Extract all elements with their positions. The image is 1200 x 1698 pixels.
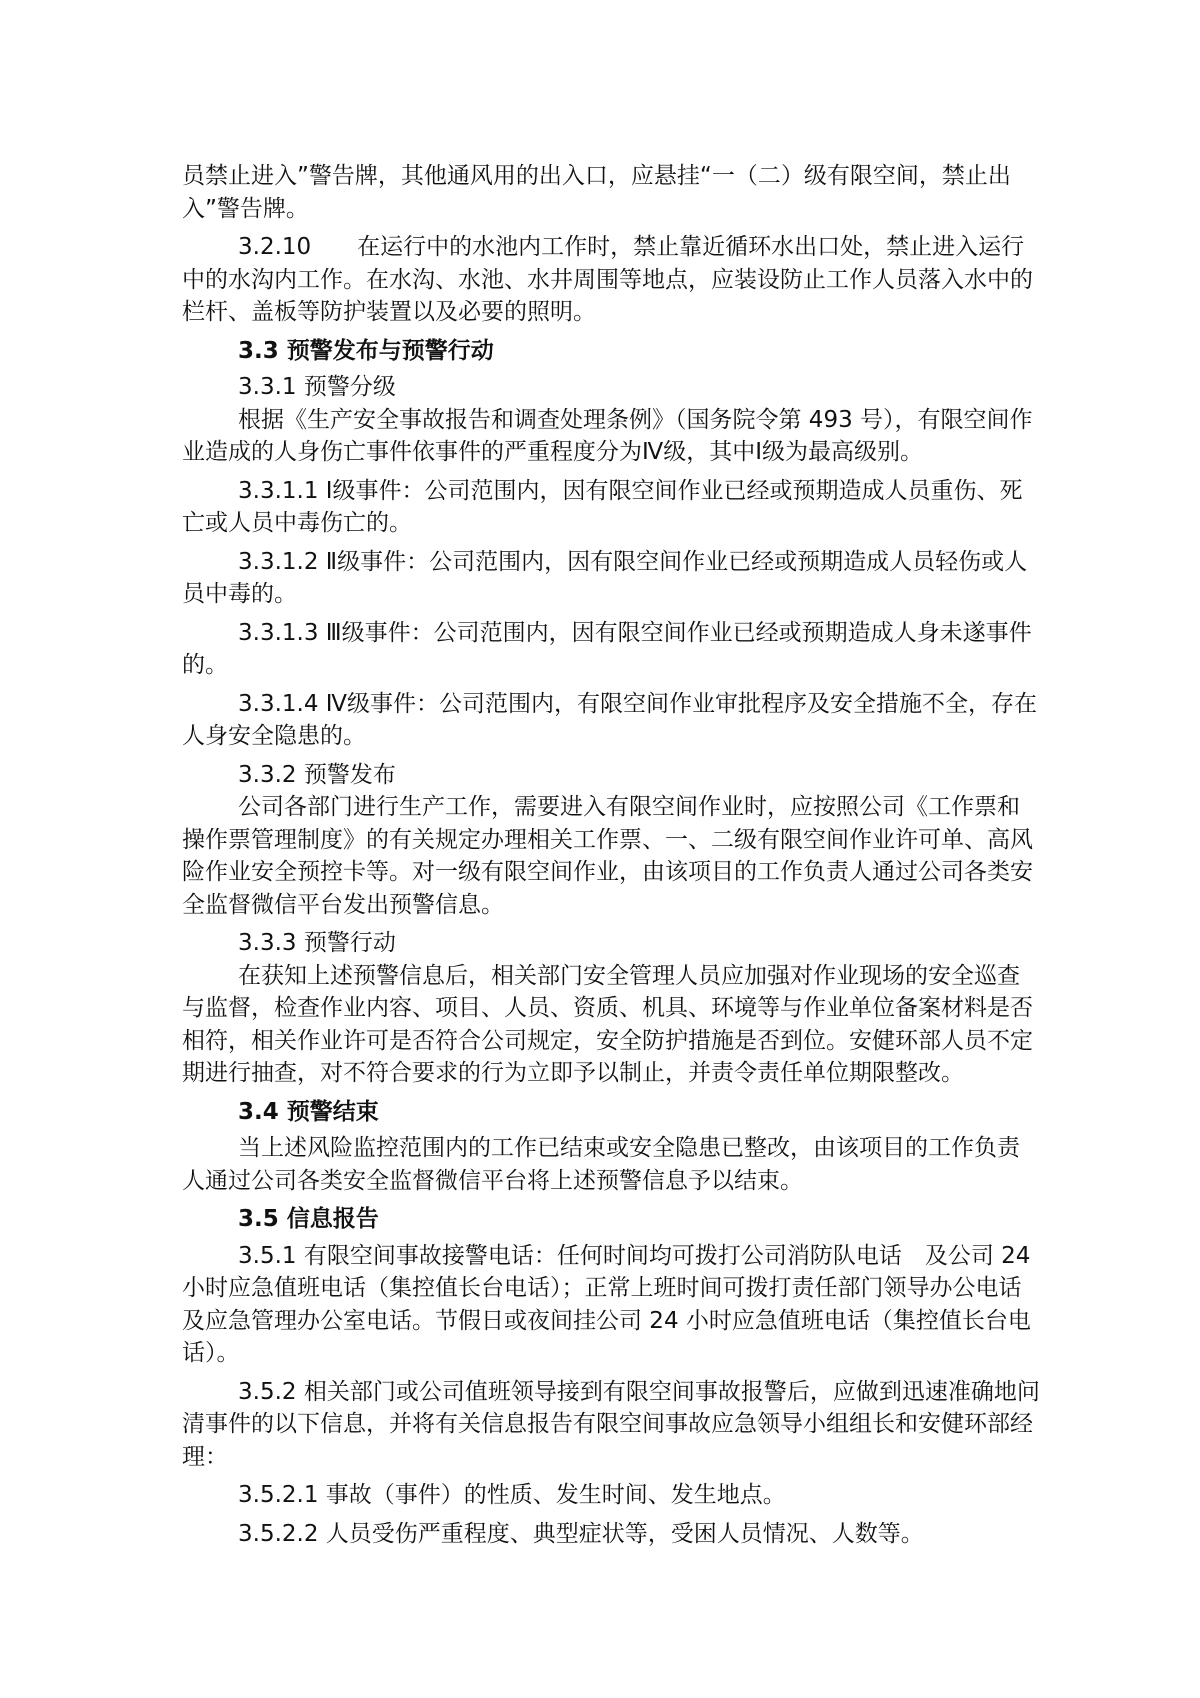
paragraph: 3.3.1 预警分级 [238,374,396,400]
paragraph: 3.3.1.1 Ⅰ级事件：公司范围内，因有限空间作业已经或预期造成人员重伤、死亡或人员中毒伤亡的。 [182,477,1023,536]
paragraph: 员禁止进入”警告牌，其他通风用的出入口，应悬挂“一（二）级有限空间，禁止出入”警告牌。 [182,163,1011,222]
paragraph: 3.2.10 在运行中的水池内工作时，禁止靠近循环水出口处，禁止进入运行中的水沟内工作。在水沟、水池、水井周围等地点，应装设防止工作人员落入水中的栏杆、盖板等防护装置以及必要的照明。 [182,234,1033,325]
paragraph: 3.5.1 有限空间事故接警电话：任何时间均可拨打公司消防队电话 及公司 24 小时应急值班电话（集控值长台电话）；正常上班时间可拨打责任部门领导办公电话及应急管理办公室电话。节假日或夜间挂公司 24 小时应急值班电话（集控值长台电话）。 [182,1242,1031,1366]
document-page [182,160,1042,1556]
section-heading: 3.3 预警发布与预警行动 [238,337,494,364]
paragraph: 3.3.2 预警发布 [238,761,396,788]
paragraph: 根据《生产安全事故报告和调查处理条例》（国务院令第 493 号），有限空间作业造成的人身伤亡事件依事件的严重程度分为Ⅳ级，其中Ⅰ级为最高级别。 [182,406,1033,465]
paragraph: 公司各部门进行生产工作，需要进入有限空间作业时，应按照公司《工作票和操作票管理制度》的有关规定办理相关工作票、一、二级有限空间作业许可单、高风险作业安全预控卡等。对一级有限空间作业，由该项目的工作负责人通过公司各类安全监督微信平台发出预警信息。 [182,794,1033,918]
paragraph: 3.3.3 预警行动 [238,930,396,956]
paragraph: 3.5.2.1 事故（事件）的性质、发生时间、发生地点。 [238,1482,786,1508]
paragraph: 3.5.2.2 人员受伤严重程度、典型症状等，受困人员情况、人数等。 [238,1520,924,1547]
paragraph: 3.3.1.3 Ⅲ级事件：公司范围内，因有限空间作业已经或预期造成人身未遂事件的。 [182,619,1032,678]
paragraph: 3.5.2 相关部门或公司值班领导接到有限空间事故报警后，应做到迅速准确地问清事件的以下信息，并将有关信息报告有限空间事故应急领导小组组长和安健环部经理： [182,1378,1040,1470]
paragraph: 3.3.1.2 Ⅱ级事件：公司范围内，因有限空间作业已经或预期造成人员轻伤或人员中毒的。 [182,548,1028,607]
section-heading: 3.5 信息报告 [238,1206,379,1232]
paragraph: 在获知上述预警信息后，相关部门安全管理人员应加强对作业现场的安全巡查与监督，检查作业内容、项目、人员、资质、机具、环境等与作业单位备案材料是否相符，相关作业许可是否符合公司规定，安全防护措施是否到位。安健环部人员不定期进行抽查，对不符合要求的行为立即予以制止，并责令责任单位期限整改。 [182,962,1033,1086]
paragraph: 当上述风险监控范围内的工作已结束或安全隐患已整改，由该项目的工作负责人通过公司各类安全监督微信平台将上述预警信息予以结束。 [182,1135,1020,1194]
section-heading: 3.4 预警结束 [238,1098,379,1125]
paragraph: 3.3.1.4 Ⅳ级事件：公司范围内，有限空间作业审批程序及安全措施不全，存在人身安全隐患的。 [182,690,1038,749]
